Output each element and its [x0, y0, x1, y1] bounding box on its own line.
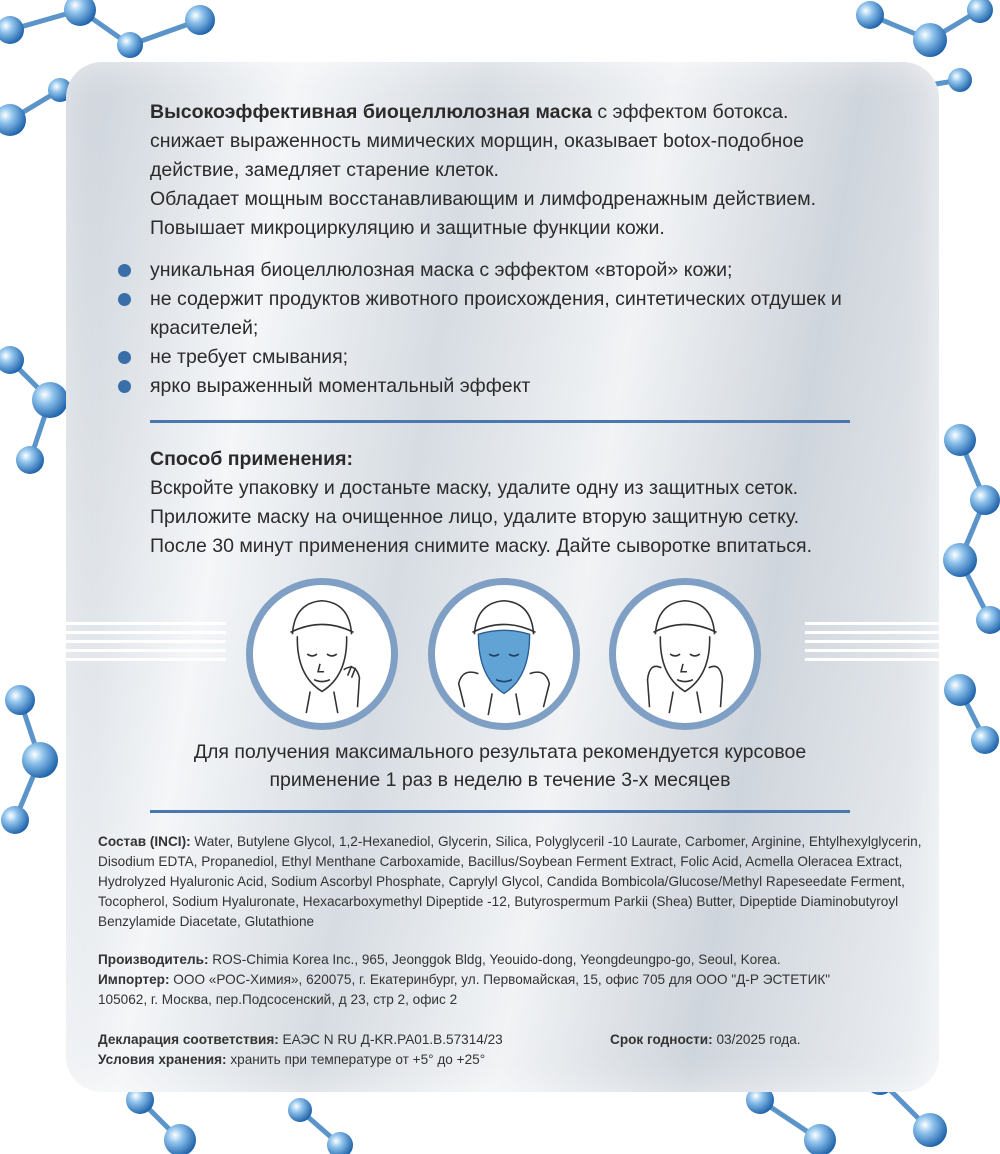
manufacturer-label: Производитель:	[98, 952, 209, 967]
importer-label: Импортер:	[98, 972, 170, 987]
course-recommendation	[100, 738, 900, 794]
product-title-rest: с эффектом ботокса.	[591, 101, 789, 123]
product-title: Высокоэффективная биоцеллюлозная маска	[150, 101, 592, 123]
face-after-icon	[616, 585, 754, 723]
manufacturer-text: ROS-Chimia Korea Inc., 965, Jeonggok Bldg, Yeouido-dong, Yeongdeungpo-go, Seoul, Korea.	[208, 952, 781, 967]
benefit-item: не требует смывания;	[118, 343, 908, 372]
importer-address: 105062, г. Москва, пер.Подсосенский, д 23, стр 2, офис 2	[98, 992, 458, 1007]
stripes-left	[66, 622, 226, 667]
note-line: применение 1 раз в неделю в течение 3-х месяцев	[269, 769, 731, 791]
face-before-icon	[253, 585, 391, 723]
benefit-item: ярко выраженный моментальный эффект	[118, 372, 908, 401]
benefits-list	[118, 256, 908, 401]
usage-line: Приложите маску на очищенное лицо, удалите вторую защитную сетку.	[150, 506, 800, 528]
composition-label: Состав (INCI):	[98, 834, 191, 849]
expiry-text: 03/2025 года.	[712, 1032, 801, 1047]
divider-top	[150, 420, 850, 423]
benefit-item: не содержит продуктов животного происхождения, синтетических отдушек и красителей;	[118, 285, 908, 343]
composition-text: Water, Butylene Glycol, 1,2-Hexanediol, Glycerin, Silica, Polyglyceril -10 Laurate, Carbomer, Arginine, Ehtylhexylglycerin, Disodium EDTA, Propanediol, Ethyl Menthane Carboxamide, Bacillus/Soybean Ferment Extract, Folic Acid, Acmella Oleracea Extract, Hydrolyzed Hyaluronic Acid, Sodium Ascorbyl Phosphate, Caprylyl Glycol, Candida Bombicola/Glucose/Methyl Rapeseedate Ferment, Tocopherol, Sodium Hyaluronate, Hexacarboxymethyl Dipeptide -12, Butyrospermum Parkii (Shea) Butter, Dipeptide Diaminobutyroyl Benzylamide Diacetate, Glutathione	[98, 834, 922, 929]
intro-line: действие, замедляет старение клеток.	[150, 159, 499, 181]
expiry-block	[610, 1030, 910, 1050]
benefit-item: уникальная биоцеллюлозная маска с эффектом «второй» кожи;	[118, 256, 908, 285]
step-apply-mask	[428, 578, 580, 730]
importer-text: ООО «РОС-Химия», 620075, г. Екатеринбург, ул. Первомайская, 15, офис 705 для ООО "Д-Р ЭСТЕТИК"	[169, 972, 831, 987]
composition-block	[98, 832, 928, 932]
step-after	[609, 578, 761, 730]
declaration-label: Декларация соответствия:	[98, 1032, 279, 1047]
note-line: Для получения максимального результата рекомендуется курсовое	[193, 741, 807, 763]
face-with-mask-icon	[435, 585, 573, 723]
intro-line: Повышает микроциркуляцию и защитные функции кожи.	[150, 217, 665, 239]
intro-line: снижает выраженность мимических морщин, оказывает botox-подобное	[150, 130, 804, 152]
declaration-text: ЕАЭС N RU Д-KR.PA01.B.57314/23	[278, 1032, 503, 1047]
storage-text: хранить при температуре от +5° до +25°	[226, 1052, 486, 1067]
usage-line: После 30 минут применения снимите маску. Дайте сыворотке впитаться.	[150, 535, 813, 557]
expiry-label: Срок годности:	[610, 1032, 713, 1047]
storage-label: Условия хранения:	[98, 1052, 227, 1067]
usage-heading: Способ применения:	[150, 448, 353, 470]
manufacturer-block	[98, 950, 928, 1010]
divider-bottom	[150, 810, 850, 813]
intro-line: Обладает мощным восстанавливающим и лимфодренажным действием.	[150, 188, 817, 210]
intro-title-line	[150, 98, 940, 127]
usage-line: Вскройте упаковку и достаньте маску, удалите одну из защитных сеток.	[150, 477, 799, 499]
stripes-right	[805, 622, 939, 667]
step-before	[246, 578, 398, 730]
product-description	[150, 98, 940, 243]
usage-section	[150, 445, 940, 561]
